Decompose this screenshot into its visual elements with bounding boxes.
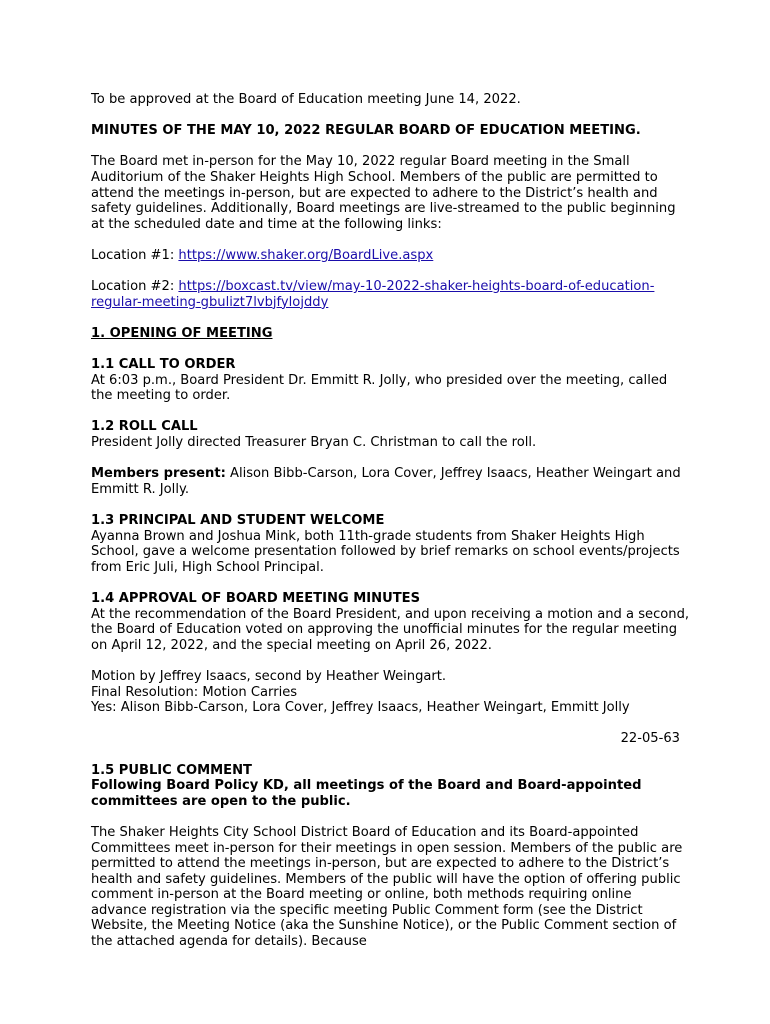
motion-line: Motion by Jeffrey Isaacs, second by Heather Weingart.: [91, 668, 447, 684]
location-2-link[interactable]: https://boxcast.tv/view/may-10-2022-shaker-heights-board-of-education-regular-meeting-gbulizt7lvbjfylojddy: [91, 279, 655, 310]
intro-paragraph: The Board met in-person for the May 10, 2022 regular Board meeting in the Small Auditorium of the Shaker Heights High School. Members of the public are permitted to attend the meetings in-person, but are expected to adhere to the District’s health and safety guidelines. Additionally, Board meetings are live-streamed to the public beginning at the scheduled date and time at the following links:: [91, 154, 676, 232]
members-present: [91, 466, 691, 497]
resolution-line: Final Resolution: Motion Carries: [91, 684, 298, 700]
public-comment-subheading: Following Board Policy KD, all meetings of the Board and Board-appointed committees are open to the public.: [91, 778, 642, 809]
members-present-list: Alison Bibb-Carson, Lora Cover, Jeffrey Isaacs, Heather Weingart and Emmitt R. Jolly.: [91, 466, 681, 497]
location-1-link[interactable]: https://www.shaker.org/BoardLive.aspx: [178, 247, 434, 263]
roll-call-heading: 1.2 ROLL CALL: [91, 419, 198, 435]
roll-call-text: President Jolly directed Treasurer Bryan C. Christman to call the roll.: [91, 435, 537, 451]
minutes-title: MINUTES OF THE MAY 10, 2022 REGULAR BOARD OF EDUCATION MEETING.: [91, 123, 641, 139]
resolution-number: 22-05-63: [620, 731, 680, 747]
location-2: [91, 279, 691, 310]
yes-votes-line: Yes: Alison Bibb-Carson, Lora Cover, Jeffrey Isaacs, Heather Weingart, Emmitt Jolly: [91, 700, 630, 716]
location-1-label: Location #1:: [91, 247, 179, 263]
location-2-label: Location #2:: [91, 279, 179, 295]
section-1-heading: 1. OPENING OF MEETING: [91, 325, 273, 341]
call-to-order-heading: 1.1 CALL TO ORDER: [91, 357, 236, 373]
public-comment-heading: 1.5 PUBLIC COMMENT: [91, 762, 252, 778]
public-comment-text: The Shaker Heights City School District Board of Education and its Board-appointed Committees meet in-person for their meetings in open session. Members of the public are permitted to attend the meetings in-person, but are expected to adhere to the District’s health and safety guidelines. Members of the public will have the option of offering public comment in-person at the Board meeting or online, both methods requiring online advance registration via the specific meeting Public Comment form (see the District Website, the Meeting Notice (aka the Sunshine Notice), or the Public Comment section of the attached agenda for details). Because: [91, 824, 683, 950]
approval-note: To be approved at the Board of Education meeting June 14, 2022.: [91, 92, 521, 107]
call-to-order-text: At 6:03 p.m., Board President Dr. Emmitt R. Jolly, who presided over the meeting, called the meeting to order.: [91, 372, 668, 404]
welcome-heading: 1.3 PRINCIPAL AND STUDENT WELCOME: [91, 513, 385, 529]
approval-minutes-heading: 1.4 APPROVAL OF BOARD MEETING MINUTES: [91, 591, 421, 606]
members-present-label: Members present:: [91, 466, 226, 482]
approval-minutes-text: At the recommendation of the Board President, and upon receiving a motion and a second, the Board of Education voted on approving the unofficial minutes for the regular meeting on April 12, 2022, and the special meeting on April 26, 2022.: [91, 606, 690, 653]
minutes-document: [91, 92, 691, 950]
location-1: [91, 248, 691, 264]
welcome-text: Ayanna Brown and Joshua Mink, both 11th-grade students from Shaker Heights High School, gave a welcome presentation followed by brief remarks on school events/projects from Eric Juli, High School Principal.: [91, 528, 680, 575]
